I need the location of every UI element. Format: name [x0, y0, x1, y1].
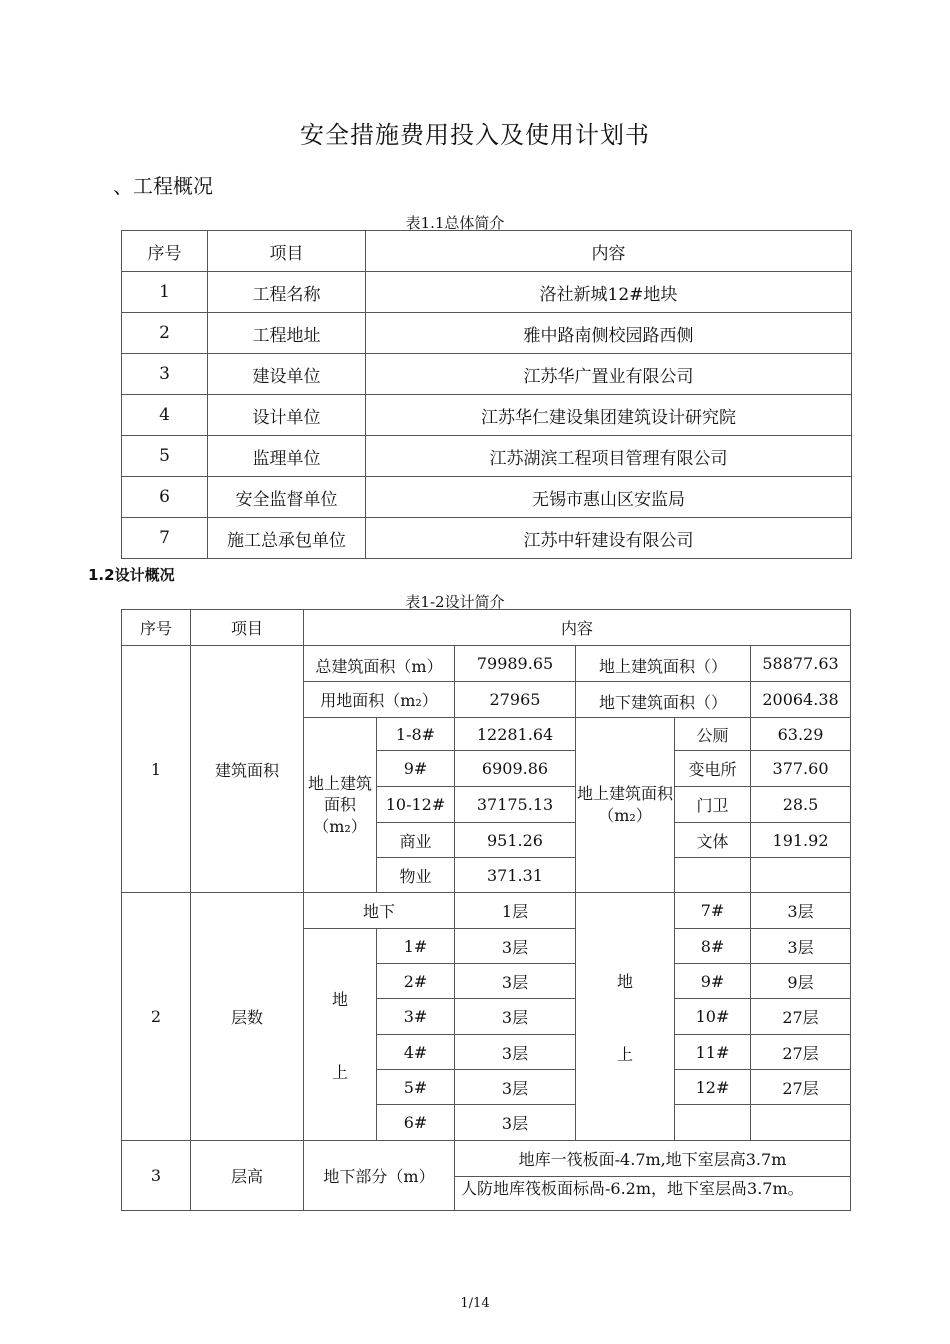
total-area-value: 79989.65	[455, 646, 576, 682]
row-content: 雅中路南侧校园路西侧	[366, 313, 852, 354]
header-cell: 内容	[304, 610, 851, 646]
floor-count: 3层	[455, 1070, 576, 1105]
above-char: 上	[616, 1044, 633, 1064]
floor-count: 27层	[751, 1070, 851, 1105]
land-area-value: 27965	[455, 682, 576, 718]
row-content: 无锡市惠山区安监局	[366, 477, 852, 518]
row-number: 6	[122, 477, 208, 518]
building-code: 12#	[675, 1070, 751, 1105]
row-number: 1	[122, 646, 191, 893]
facility-name: 门卫	[675, 787, 751, 823]
building-code: 8#	[675, 929, 751, 964]
floor-count: 9层	[751, 964, 851, 999]
floor-count: 3层	[751, 893, 851, 929]
row-item: 施工总承包单位	[208, 518, 366, 559]
left-group-label: 地上建筑面积（m₂）	[304, 718, 377, 893]
floor-count: 3层	[455, 964, 576, 999]
row-item: 监理单位	[208, 436, 366, 477]
building-code: 9#	[675, 964, 751, 999]
row-content: 江苏华广置业有限公司	[366, 354, 852, 395]
building-area: 371.31	[455, 858, 576, 893]
empty-cell	[675, 858, 751, 893]
building-code: 9#	[377, 751, 455, 787]
table-row	[122, 518, 852, 559]
building-area: 37175.13	[455, 787, 576, 823]
underground-label: 地下	[304, 893, 455, 929]
building-code: 6#	[377, 1105, 455, 1141]
above-area-value: 58877.63	[751, 646, 851, 682]
header-cell: 项目	[208, 231, 366, 272]
building-code: 10#	[675, 999, 751, 1035]
right-group-label: 地上建筑面积（m₂）	[576, 718, 675, 893]
table-row	[122, 1141, 851, 1177]
floor-count: 27层	[751, 1035, 851, 1070]
floor-count: 3层	[455, 1105, 576, 1141]
building-code: 物业	[377, 858, 455, 893]
row-content: 江苏湖滨工程项目管理有限公司	[366, 436, 852, 477]
table-row	[122, 477, 852, 518]
building-code: 5#	[377, 1070, 455, 1105]
building-area: 12281.64	[455, 718, 576, 751]
table-row	[122, 354, 852, 395]
floor-count: 3层	[455, 1035, 576, 1070]
above-ground-label-right	[576, 893, 675, 1141]
above-char: 地	[331, 989, 348, 1009]
above-area-label: 地上建筑面积（）	[576, 646, 751, 682]
above-ground-label-left	[304, 929, 377, 1141]
height-line-2: 人防地库筏板面标咼-6.2m，地下室层咼3.7m。	[455, 1177, 851, 1211]
building-code: 2#	[377, 964, 455, 999]
header-cell: 序号	[122, 231, 208, 272]
table1-caption: 表1.1总体简介	[405, 214, 505, 232]
below-area-value: 20064.38	[751, 682, 851, 718]
floor-count: 3层	[751, 929, 851, 964]
row-item: 设计单位	[208, 395, 366, 436]
header-cell: 内容	[366, 231, 852, 272]
facility-name: 公厕	[675, 718, 751, 751]
page-number: 1/14	[460, 1296, 490, 1311]
building-code: 10-12#	[377, 787, 455, 823]
underground-part-label: 地下部分（m）	[304, 1141, 455, 1211]
facility-area: 28.5	[751, 787, 851, 823]
building-code: 1-8#	[377, 718, 455, 751]
table-header-row	[122, 231, 852, 272]
empty-cell	[675, 1105, 751, 1141]
building-code: 1#	[377, 929, 455, 964]
row-number: 1	[122, 272, 208, 313]
row-number: 3	[122, 354, 208, 395]
table-row	[122, 646, 851, 682]
building-code: 3#	[377, 999, 455, 1035]
below-area-label: 地下建筑面积（）	[576, 682, 751, 718]
building-code: 商业	[377, 823, 455, 858]
table-row	[122, 395, 852, 436]
facility-area: 191.92	[751, 823, 851, 858]
header-cell: 项目	[191, 610, 304, 646]
section-heading-1: 、工程概况	[113, 174, 213, 198]
above-char: 上	[331, 1062, 348, 1082]
total-area-label: 总建筑面积（m）	[304, 646, 455, 682]
building-area: 6909.86	[455, 751, 576, 787]
above-char: 地	[616, 971, 633, 991]
row-number: 3	[122, 1141, 191, 1211]
row-item: 层高	[191, 1141, 304, 1211]
row-number: 7	[122, 518, 208, 559]
row-item: 建筑面积	[191, 646, 304, 893]
row-item: 层数	[191, 893, 304, 1141]
land-area-label: 用地面积（m₂）	[304, 682, 455, 718]
row-item: 建设单位	[208, 354, 366, 395]
underground-value: 1层	[455, 893, 576, 929]
facility-area: 377.60	[751, 751, 851, 787]
building-area: 951.26	[455, 823, 576, 858]
row-item: 工程名称	[208, 272, 366, 313]
building-code: 4#	[377, 1035, 455, 1070]
table-header-row	[122, 610, 851, 646]
row-content: 江苏中轩建设有限公司	[366, 518, 852, 559]
section-heading-2: 1.2设计概况	[88, 566, 175, 584]
building-code: 7#	[675, 893, 751, 929]
row-number: 4	[122, 395, 208, 436]
table-row	[122, 893, 851, 929]
row-item: 工程地址	[208, 313, 366, 354]
height-line-1: 地库一筏板面-4.7m,地下室层高3.7m	[455, 1141, 851, 1177]
page-title: 安全措施费用投入及使用计划书	[300, 121, 650, 149]
row-item: 安全监督单位	[208, 477, 366, 518]
design-table	[121, 609, 851, 1211]
floor-count: 3层	[455, 999, 576, 1035]
overview-table	[121, 230, 852, 559]
facility-name: 文体	[675, 823, 751, 858]
row-content: 洛社新城12#地块	[366, 272, 852, 313]
building-code: 11#	[675, 1035, 751, 1070]
empty-cell	[751, 1105, 851, 1141]
table2-caption: 表1-2设计简介	[405, 593, 505, 611]
facility-name: 变电所	[675, 751, 751, 787]
floor-count: 27层	[751, 999, 851, 1035]
table-row	[122, 272, 852, 313]
header-cell: 序号	[122, 610, 191, 646]
facility-area: 63.29	[751, 718, 851, 751]
floor-count: 3层	[455, 929, 576, 964]
row-number: 2	[122, 893, 191, 1141]
empty-cell	[751, 858, 851, 893]
row-content: 江苏华仁建设集团建筑设计研究院	[366, 395, 852, 436]
row-number: 2	[122, 313, 208, 354]
row-number: 5	[122, 436, 208, 477]
table-row	[122, 313, 852, 354]
table-row	[122, 436, 852, 477]
